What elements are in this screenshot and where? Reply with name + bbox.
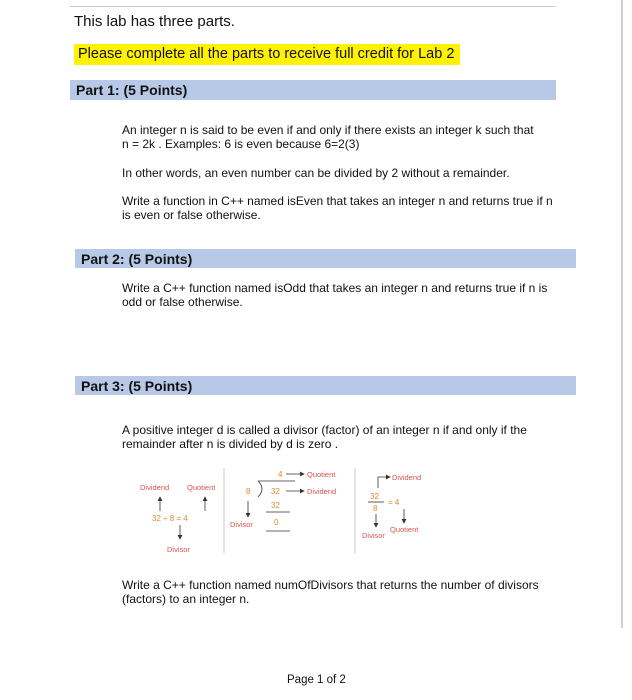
page-edge — [621, 0, 623, 628]
part1-heading: Part 1: (5 Points) — [70, 80, 556, 100]
d3-dividend-arrow — [378, 477, 390, 488]
d2-product-value: 32 — [271, 501, 280, 510]
part2-para1 — [122, 281, 547, 309]
part3-heading: Part 3: (5 Points) — [75, 376, 576, 395]
top-rule — [70, 6, 556, 7]
part3-para2 — [122, 578, 539, 606]
part1-para1-line1: An integer n is said to be even if and only if there exists an integer k such that — [122, 123, 534, 137]
d2-bracket-curve — [258, 481, 262, 497]
part2-para1-line2: odd or false otherwise. — [122, 295, 243, 309]
d2-quotient-label: Quotient — [307, 470, 336, 479]
part1-para2: In other words, an even number can be divided by 2 without a remainder. — [122, 166, 510, 180]
intro-text: This lab has three parts. — [74, 13, 235, 30]
part2-para1-line1: Write a C++ function named isOdd that takes an integer n and returns true if n is — [122, 281, 548, 295]
d2-divisor-value: 8 — [246, 487, 251, 496]
credit-notice: Please complete all the parts to receive full credit for Lab 2 — [74, 44, 460, 65]
d3-dividend-label: Dividend — [392, 473, 422, 482]
d1-expression: 32 ÷ 8 = 4 — [152, 514, 188, 523]
d3-divisor-label: Divisor — [362, 531, 385, 540]
part3-para1 — [122, 423, 527, 451]
page-number: Page 1 of 2 — [287, 674, 346, 686]
d3-result: = 4 — [388, 498, 400, 507]
diagram-inline — [140, 483, 216, 554]
d2-divisor-label: Divisor — [230, 520, 253, 529]
part1-para1 — [122, 123, 534, 151]
d2-dividend-label: Dividend — [307, 487, 337, 496]
d3-denominator: 8 — [373, 504, 378, 513]
diagram-fraction — [362, 473, 421, 540]
part1-para1-line2: n = 2k . Examples: 6 is even because 6=2(3) — [122, 137, 360, 151]
diagram-long-division — [230, 470, 336, 531]
d1-dividend-label: Dividend — [140, 483, 170, 492]
part2-heading: Part 2: (5 Points) — [75, 249, 576, 268]
d2-remainder-value: 0 — [274, 518, 279, 527]
d2-dividend-value: 32 — [271, 487, 280, 496]
part3-para1-line1: A positive integer d is called a divisor (factor) of an integer n if and only if the — [122, 423, 527, 437]
d3-numerator: 32 — [370, 492, 379, 501]
part1-para3-line1: Write a function in C++ named isEven that takes an integer n and returns true if n — [122, 194, 553, 208]
d2-quotient-value: 4 — [278, 470, 283, 479]
part1-para3 — [122, 194, 553, 222]
d1-divisor-label: Divisor — [167, 545, 190, 554]
part3-para2-line2: (factors) to an integer n. — [122, 592, 250, 606]
part3-para2-line1: Write a C++ function named numOfDivisors that returns the number of divisors — [122, 578, 539, 592]
part1-para3-line2: is even or false otherwise. — [122, 208, 261, 222]
d3-quotient-label: Quotient — [390, 525, 419, 534]
part3-para1-line2: remainder after n is divided by d is zero . — [122, 437, 339, 451]
division-diagram — [130, 463, 450, 563]
d1-quotient-label: Quotient — [187, 483, 216, 492]
